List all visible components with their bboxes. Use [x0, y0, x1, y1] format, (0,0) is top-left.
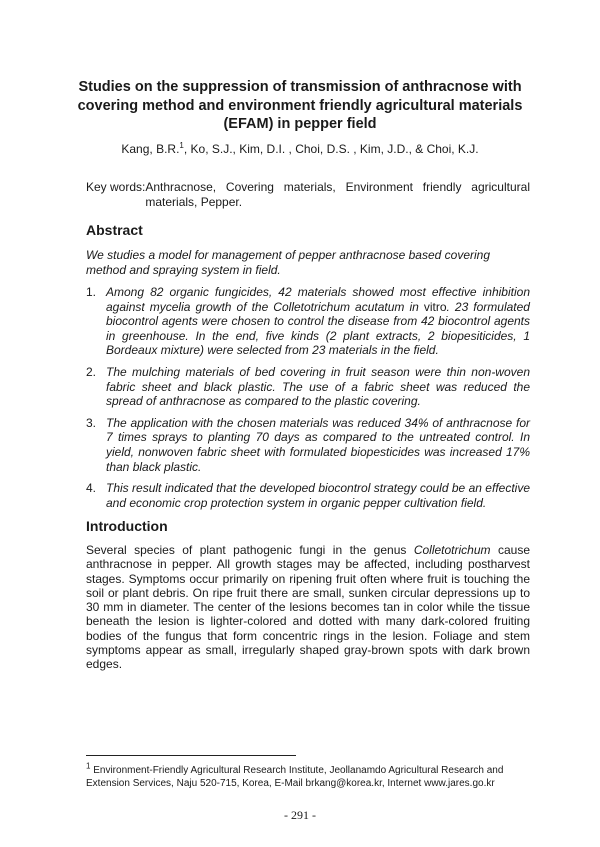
- keywords: [86, 180, 530, 210]
- author-list: [60, 142, 540, 157]
- item-text-pre: Among 82 organic fungicides, 42 materials showed most effective inhibition against mycelia growth of the Colletotrichum acutatum in: [106, 285, 530, 314]
- introduction-paragraph: [86, 543, 530, 672]
- item-number: 4.: [86, 481, 97, 496]
- item-text-post: . 23 formulated biocontrol agents were chosen to control the disease from 42 biocontrol agents in greenhouse. In the end, five kinds (2 plant extracts, 2 biopesiticides, 1 Bordeaux mixture) were selected from 23 materials in the field.: [106, 299, 530, 358]
- abstract-heading: Abstract: [86, 222, 143, 238]
- affiliation-marker: 1: [179, 141, 184, 150]
- abstract-item: [86, 285, 530, 358]
- intro-text-pre: Several species of plant pathogenic fungi in the genus: [86, 543, 414, 557]
- footnote-divider: [86, 755, 296, 756]
- footnote-text: Environment-Friendly Agricultural Research Institute, Jeollanamdo Agricultural Research and Extension Services, Naju 520-715, Korea, E-Mail brkang@korea.kr, Internet www.jares.go.kr: [86, 765, 504, 789]
- intro-text-post: cause anthracnose in pepper. All growth stages may be affected, including postharvest stages. Symptoms occur primarily on ripening fruit often where fruit is touching the soil or plant debris. On ripe fruit there are small, sunken circular depressions up to 30 mm in diameter. The center of the lesions becomes tan in color while the tissue beneath the lesion is lighter-colored and dotted with many dark-colored fruiting bodies of the fungus that form concentric rings in the lesion. Foliage and stem symptoms appear as small, irregularly shaped gray-brown spots with dark brown edges.: [86, 543, 530, 672]
- keywords-label: Key words:: [86, 180, 146, 194]
- item-text: This result indicated that the developed biocontrol strategy could be an effective and economic crop protection system in organic pepper cultivation field.: [106, 481, 530, 510]
- item-number: 1.: [86, 285, 97, 299]
- other-authors: , Ko, S.J., Kim, D.I. , Choi, D.S. , Kim, J.D., & Choi, K.J.: [183, 142, 479, 156]
- intro-genus: Colletotrichum: [413, 543, 491, 557]
- item-text: The application with the chosen materials was reduced 34% of anthracnose for 7 times sprays to planting 70 days as compared to the untreated control. In yield, nonwoven fabric sheet with formulated biopesticides was increased 17% than black plastic.: [106, 415, 530, 474]
- keywords-text: [145, 180, 530, 210]
- introduction-heading: Introduction: [86, 518, 168, 534]
- first-author: Kang, B.R.: [121, 142, 180, 156]
- footnote-marker: 1: [86, 761, 91, 771]
- item-text: The mulching materials of bed covering in fruit season were thin non-woven fabric sheet and black plastic. The use of a fabric sheet was reduced the spread of anthracnose as compared to the plastic covering.: [106, 364, 530, 409]
- keywords-line-2: materials, Pepper.: [145, 195, 243, 209]
- page-number: - 291 -: [284, 808, 316, 822]
- abstract-item: [86, 365, 530, 409]
- abstract-list: [86, 285, 530, 517]
- keywords-line-1: Anthracnose, Covering materials, Environment friendly agricultural: [145, 180, 530, 194]
- item-number: 2.: [86, 364, 97, 379]
- abstract-intro: We studies a model for management of pepper anthracnose based covering method and spraying system in field.: [86, 248, 491, 277]
- abstract-item: [86, 416, 530, 474]
- item-number: 3.: [86, 415, 97, 430]
- footnote: [86, 761, 530, 790]
- paper-title: Studies on the suppression of transmission of anthracnose with covering method and environment friendly agricultural materials (EFAM) in pepper field: [77, 79, 523, 132]
- abstract-item: [86, 481, 530, 510]
- item-text-vitro: vitro: [423, 299, 447, 314]
